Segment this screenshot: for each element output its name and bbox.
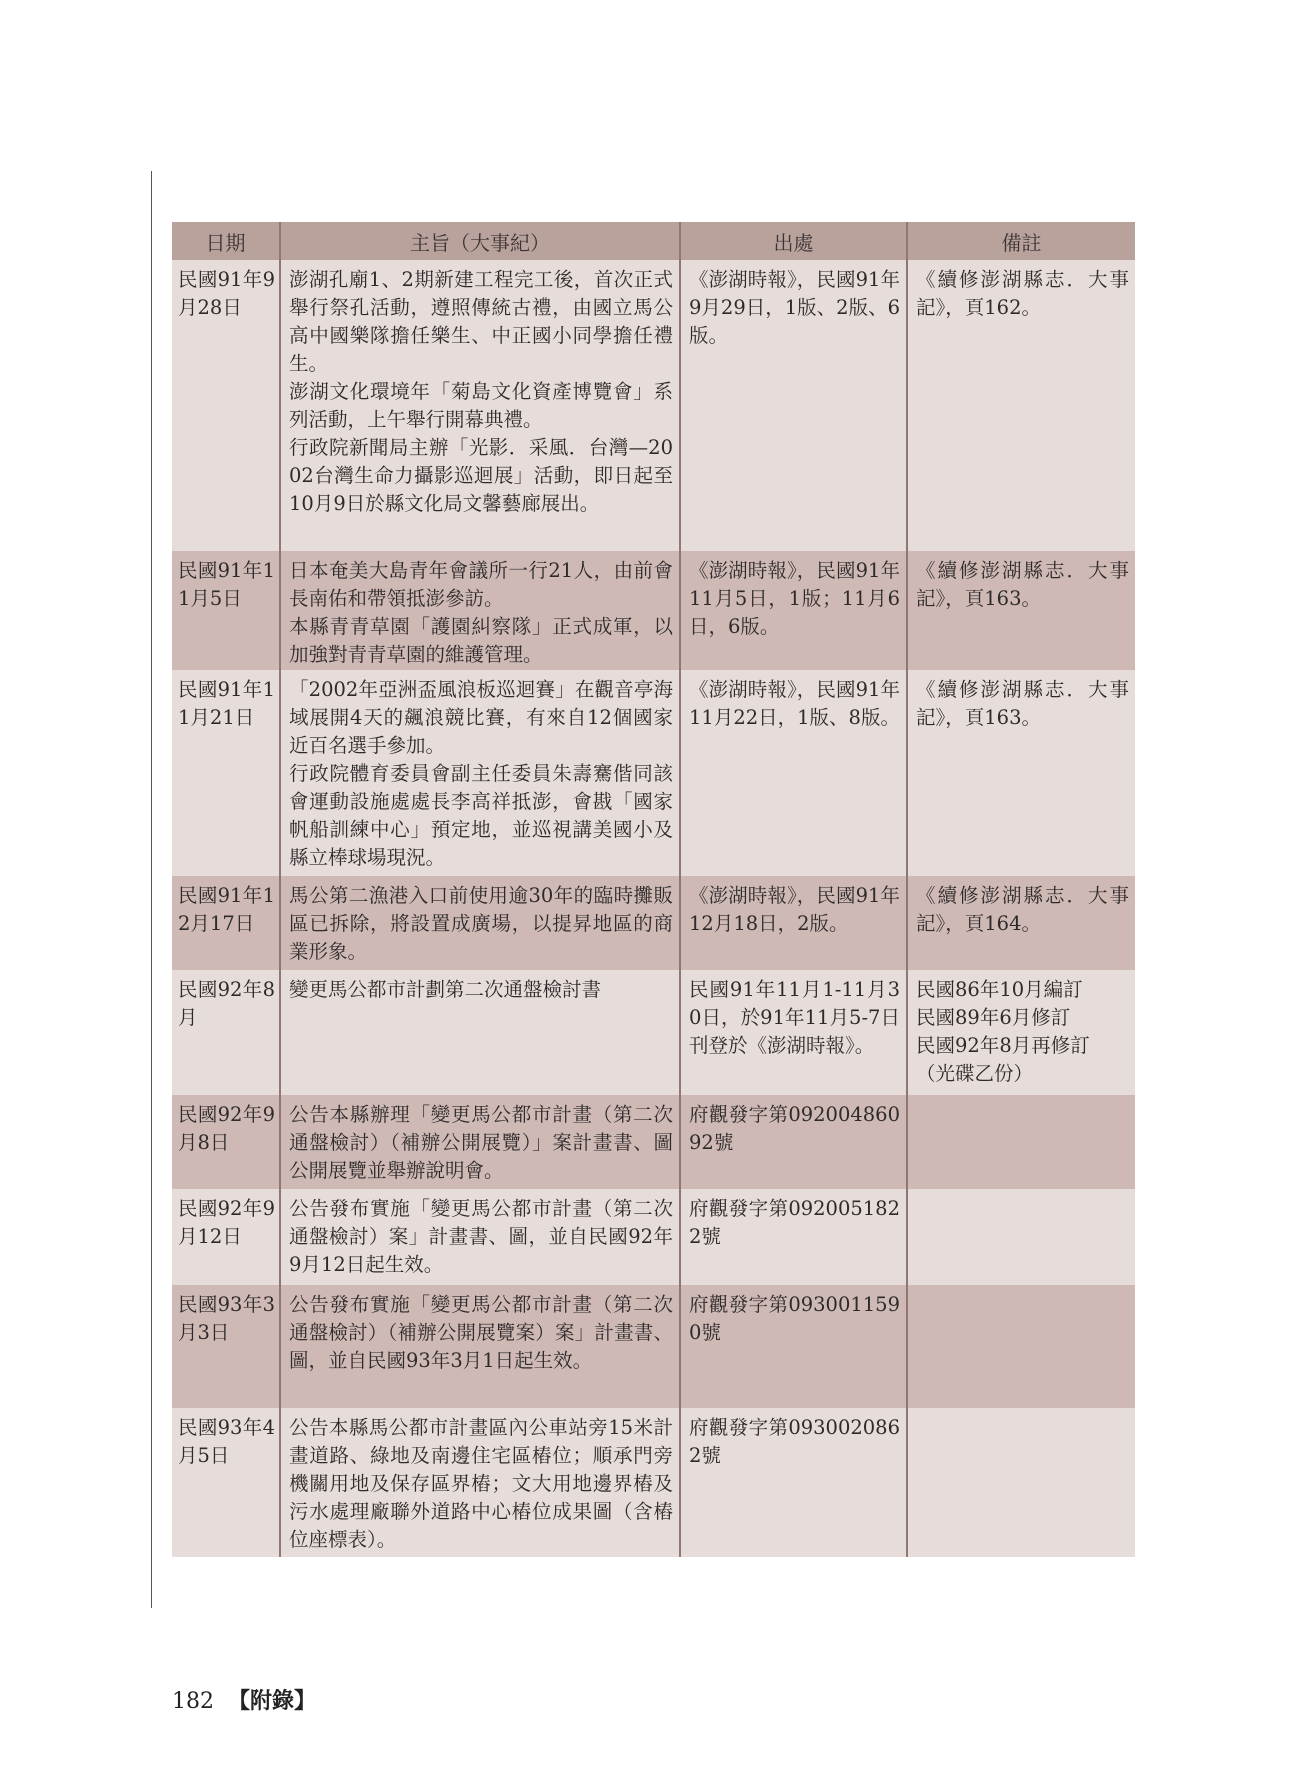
subject-paragraph: 公告發布實施「變更馬公都市計畫（第二次通盤檢討）案」計畫書、圖，並自民國92年9月12日起生效。 — [289, 1197, 673, 1276]
source-text: 府觀發字第0930011590號 — [689, 1293, 900, 1344]
cell-note — [907, 876, 1135, 970]
header-note: 備註 — [907, 222, 1135, 260]
date-text: 民國91年9月28日 — [178, 268, 275, 319]
cell-note — [907, 260, 1135, 551]
subject-paragraph: 公告本縣辦理「變更馬公都市計畫（第二次通盤檢討）（補辦公開展覽）」案計畫書、圖公開展覽並舉辦說明會。 — [289, 1103, 673, 1182]
table-row — [172, 876, 1135, 970]
table-row — [172, 1285, 1135, 1408]
cell-source — [680, 1285, 907, 1408]
cell-subject — [280, 1095, 680, 1189]
cell-subject — [280, 1408, 680, 1557]
note-line: 民國89年6月修訂 — [916, 1006, 1071, 1029]
note-line: 《續修澎湖縣志．大事記》，頁164。 — [916, 884, 1129, 935]
table-header-row — [172, 222, 1135, 260]
source-text: 《澎湖時報》，民國91年9月29日，1版、2版、6版。 — [689, 268, 900, 347]
section-label: 【附錄】 — [228, 1688, 317, 1714]
source-text: 府觀發字第0930020862號 — [689, 1416, 900, 1467]
table-row — [172, 260, 1135, 551]
date-text: 民國93年3月3日 — [178, 1293, 275, 1344]
cell-source — [680, 970, 907, 1095]
table-row — [172, 1095, 1135, 1189]
cell-date — [172, 1408, 280, 1557]
date-text: 民國92年9月12日 — [178, 1197, 275, 1248]
cell-source — [680, 1095, 907, 1189]
subject-paragraph: 變更馬公都市計劃第二次通盤檢討書 — [289, 978, 602, 1001]
cell-source — [680, 260, 907, 551]
note-line: （光碟乙份） — [916, 1062, 1034, 1085]
cell-date — [172, 970, 280, 1095]
source-text: 民國91年11月1-11月30日，於91年11月5-7日刊登於《澎湖時報》。 — [689, 978, 900, 1057]
cell-subject — [280, 1285, 680, 1408]
note-line: 《續修澎湖縣志．大事記》，頁163。 — [916, 678, 1129, 729]
header-date: 日期 — [172, 222, 280, 260]
cell-date — [172, 1189, 280, 1285]
subject-paragraph: 行政院體育委員會副主任委員朱壽騫偕同該會運動設施處處長李高祥抵澎，會戡「國家帆船訓練中心」預定地，並巡視講美國小及縣立棒球場現況。 — [289, 762, 673, 869]
note-line: 《續修澎湖縣志．大事記》，頁163。 — [916, 559, 1129, 610]
note-line: 《續修澎湖縣志．大事記》，頁162。 — [916, 268, 1129, 319]
page-number: 182 — [172, 1689, 214, 1714]
source-text: 《澎湖時報》，民國91年12月18日，2版。 — [689, 884, 900, 935]
cell-subject — [280, 970, 680, 1095]
cell-date — [172, 1095, 280, 1189]
cell-source — [680, 670, 907, 876]
cell-note — [907, 1408, 1135, 1557]
table-row — [172, 1408, 1135, 1557]
date-text: 民國92年8月 — [178, 978, 275, 1029]
source-text: 府觀發字第09200486092號 — [689, 1103, 900, 1154]
cell-date — [172, 551, 280, 670]
page-footer — [172, 1684, 316, 1715]
cell-subject — [280, 670, 680, 876]
cell-subject — [280, 551, 680, 670]
cell-note — [907, 551, 1135, 670]
cell-note — [907, 1095, 1135, 1189]
table-row — [172, 970, 1135, 1095]
date-text: 民國91年11月5日 — [178, 559, 275, 610]
cell-source — [680, 551, 907, 670]
subject-paragraph: 馬公第二漁港入口前使用逾30年的臨時攤販區已拆除，將設置成廣場，以提昇地區的商業形象。 — [289, 884, 673, 963]
subject-paragraph: 日本奄美大島青年會議所一行21人，由前會長南佑和帶領抵澎參訪。 — [289, 559, 673, 610]
subject-paragraph: 本縣青青草園「護園糾察隊」正式成軍，以加強對青青草園的維護管理。 — [289, 615, 673, 666]
cell-note — [907, 1189, 1135, 1285]
subject-paragraph: 公告發布實施「變更馬公都市計畫（第二次通盤檢討）（補辦公開展覽案）案」計畫書、圖，並自民國93年3月1日起生效。 — [289, 1293, 673, 1372]
subject-paragraph: 「2002年亞洲盃風浪板巡迴賽」在觀音亭海域展開4天的飆浪競比賽，有來自12個國家近百名選手參加。 — [289, 678, 673, 757]
chronology-table — [172, 222, 1135, 1557]
date-text: 民國91年12月17日 — [178, 884, 275, 935]
cell-source — [680, 876, 907, 970]
note-line: 民國86年10月編訂 — [916, 978, 1083, 1001]
cell-subject — [280, 1189, 680, 1285]
subject-paragraph: 澎湖孔廟1、2期新建工程完工後，首次正式舉行祭孔活動，遵照傳統古禮，由國立馬公高中國樂隊擔任樂生、中正國小同學擔任禮生。 — [289, 268, 673, 375]
table-row — [172, 551, 1135, 670]
cell-date — [172, 260, 280, 551]
cell-note — [907, 1285, 1135, 1408]
cell-note — [907, 970, 1135, 1095]
source-text: 《澎湖時報》，民國91年11月5日，1版；11月6日，6版。 — [689, 559, 900, 638]
cell-source — [680, 1189, 907, 1285]
header-subject: 主旨（大事紀） — [280, 222, 680, 260]
date-text: 民國92年9月8日 — [178, 1103, 275, 1154]
cell-subject — [280, 260, 680, 551]
cell-date — [172, 670, 280, 876]
subject-paragraph: 澎湖文化環境年「菊島文化資產博覽會」系列活動，上午舉行開幕典禮。 — [289, 380, 673, 431]
cell-source — [680, 1408, 907, 1557]
date-text: 民國93年4月5日 — [178, 1416, 275, 1467]
cell-subject — [280, 876, 680, 970]
header-source: 出處 — [680, 222, 907, 260]
cell-date — [172, 1285, 280, 1408]
subject-paragraph: 行政院新聞局主辦「光影．采風．台灣—2002台灣生命力攝影巡迴展」活動，即日起至10月9日於縣文化局文馨藝廊展出。 — [289, 436, 673, 515]
note-line: 民國92年8月再修訂 — [916, 1034, 1090, 1057]
table-row — [172, 1189, 1135, 1285]
table-row — [172, 670, 1135, 876]
source-text: 《澎湖時報》，民國91年11月22日，1版、8版。 — [689, 678, 900, 729]
source-text: 府觀發字第0920051822號 — [689, 1197, 900, 1248]
date-text: 民國91年11月21日 — [178, 678, 275, 729]
cell-note — [907, 670, 1135, 876]
margin-rule — [151, 171, 152, 1608]
subject-paragraph: 公告本縣馬公都市計畫區內公車站旁15米計畫道路、綠地及南邊住宅區樁位；順承門旁機關用地及保存區界樁；文大用地邊界樁及污水處理廠聯外道路中心樁位成果圖（含樁位座標表）。 — [289, 1416, 673, 1551]
cell-date — [172, 876, 280, 970]
